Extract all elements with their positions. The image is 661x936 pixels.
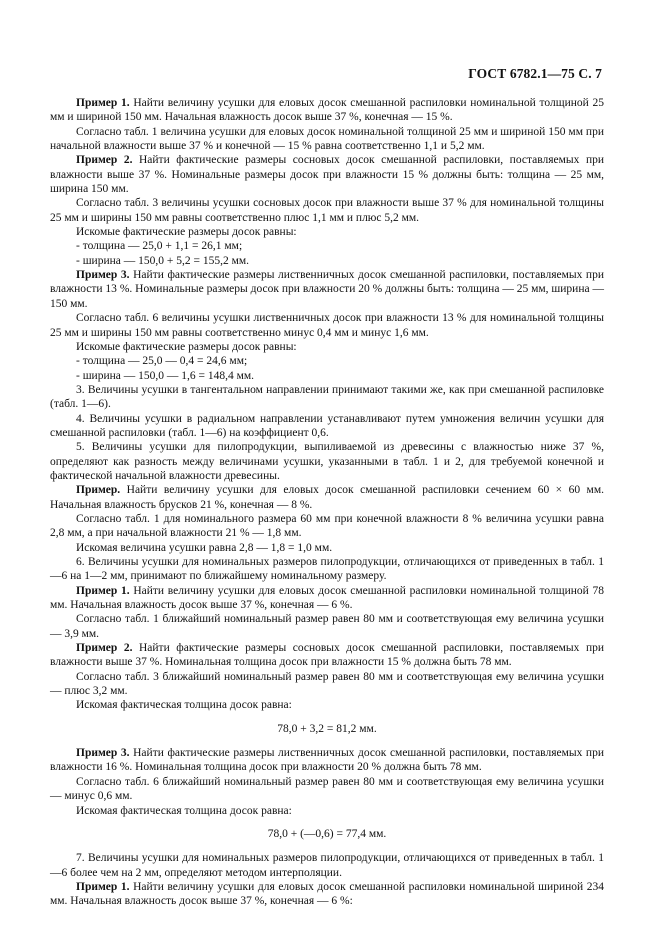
paragraph [50,541,604,555]
paragraph [50,340,604,354]
paragraph-text: - ширина — 150,0 — 1,6 = 148,4 мм. [76,369,255,382]
example-label: Пример 3. [76,269,130,282]
example-label: Пример 3. [76,747,130,760]
list-item [50,254,604,268]
list-item [50,239,604,253]
paragraph-text: Согласно табл. 6 величины усушки лиственничных досок при влажности 13 % для номинальной толщины 25 мм и ширины 150 мм равны соответственно минус 0,4 мм и минус 1,6 мм. [50,312,604,339]
paragraph [50,311,604,340]
paragraph-text: - ширина — 150,0 + 5,2 = 155,2 мм. [76,254,250,267]
paragraph-text: Согласно табл. 3 величины усушки сосновых досок при влажности выше 37 % для номинальной толщины 25 мм и ширины 150 мм равны соответственно плюс 1,1 мм и плюс 5,2 мм. [50,197,604,224]
paragraph-text: 78,0 + 3,2 = 81,2 мм. [277,722,377,735]
paragraph-text: Найти фактические размеры сосновых досок смешанной распиловки, поставляемых при влажности выше 37 %. Номинальная толщина досок при влажности 15 % должна быть 78 мм. [50,642,605,669]
paragraph-text: 5. Величины усушки для пилопродукции, выпиливаемой из древесины с влажностью ниже 37 %, определяют как разность между величинами усушки, указанными в табл. 1 и 2, для требуемой конечной и фактической начальной влажности древесины. [50,441,604,482]
example-label: Пример 1. [76,584,130,597]
formula [50,827,604,841]
paragraph [50,412,604,441]
paragraph [50,584,604,613]
paragraph [50,512,604,541]
list-item [50,369,604,383]
paragraph [50,555,604,584]
paragraph [50,125,604,154]
paragraph [50,153,604,196]
paragraph [50,483,604,512]
paragraph [50,746,604,775]
paragraph-text: Искомая фактическая толщина досок равна: [76,699,292,712]
paragraph [50,196,604,225]
paragraph [50,383,604,412]
paragraph-text: Найти величину усушки для еловых досок смешанной распиловки сечением 60 × 60 мм. Начальная влажность брусков 21 %, конечная — 8 %. [50,484,604,511]
paragraph-text: Согласно табл. 1 для номинального размера 60 мм при конечной влажности 8 % величина усушки равна 2,8 мм, а при начальной влажности 21 % — 1,8 мм. [50,512,604,540]
paragraph [50,880,604,909]
paragraph [50,670,604,699]
list-item [50,354,604,368]
paragraph-text: 4. Величины усушки в радиальном направлении устанавливают путем умножения величин усушки для смешанной распиловки (табл. 1—6) на коэффициент 0,6. [50,412,604,439]
paragraph [50,268,604,311]
paragraph-text: Искомые фактические размеры досок равны: [76,340,297,353]
paragraph [50,96,604,125]
paragraph-text: 78,0 + (—0,6) = 77,4 мм. [267,827,387,840]
paragraph-text: Найти фактические размеры лиственничных досок смешанной распиловки, поставляемых при влажности 13 %. Номинальные размеры досок при влажности 20 % должны быть: толщина — 25 мм, ширина — 150 мм. [50,269,604,310]
paragraph-text: Найти величину усушки для еловых досок смешанной распиловки номинальной шириной 234 мм. Начальная влажность досок выше 37 %, конечная — 6 %: [50,880,604,908]
paragraph-text: Искомые фактические размеры досок равны: [76,226,297,239]
paragraph-text: Найти фактические размеры лиственничных досок смешанной распиловки, поставляемых при влажности 16 %. Номинальная толщина досок при влажности 20 % должна быть 78 мм. [50,747,604,774]
paragraph [50,698,604,712]
paragraph-text: 3. Величины усушки в тангентальном направлении принимают такими же, как при смешанной распиловке (табл. 1—6). [50,383,604,411]
paragraph [50,612,604,641]
example-label: Пример 1. [76,97,130,109]
example-label: Пример. [76,484,121,497]
paragraph [50,641,604,670]
paragraph [50,440,604,483]
paragraph-text: Согласно табл. 3 ближайший номинальный размер равен 80 мм и соответствующая ему величина усушки — плюс 3,2 мм. [50,670,604,698]
paragraph-text: - толщина — 25,0 + 1,1 = 26,1 мм; [76,240,243,253]
paragraph-text: Согласно табл. 6 ближайший номинальный размер равен 80 мм и соответствующая ему величина усушки — минус 0,6 мм. [50,775,604,803]
paragraph-text: Искомая величина усушки равна 2,8 — 1,8 = 1,0 мм. [76,541,333,554]
page-header: ГОСТ 6782.1—75 С. 7 [468,66,602,81]
example-label: Пример 1. [76,880,130,893]
paragraph-text: - толщина — 25,0 — 0,4 = 24,6 мм; [76,355,248,368]
paragraph-text: Найти величину усушки для еловых досок смешанной распиловки номинальной толщиной 78 мм. Начальная влажность досок выше 37 %, конечная — 6 %. [50,584,604,612]
paragraph [50,851,604,880]
paragraph-text: Искомая фактическая толщина досок равна: [76,804,292,817]
example-label: Пример 2. [76,642,133,655]
paragraph-text: 7. Величины усушки для номинальных размеров пилопродукции, отличающихся от приведенных в табл. 1—6 более чем на 2 мм, определяют методом интерполяции. [50,852,604,879]
document-body [50,96,604,909]
example-label: Пример 2. [76,154,133,167]
paragraph-text: Согласно табл. 1 ближайший номинальный размер равен 80 мм и соответствующая ему величина усушки — 3,9 мм. [50,613,604,640]
paragraph-text: Найти величину усушки для еловых досок смешанной распиловки номинальной толщиной 25 мм и шириной 150 мм. Начальная влажность досок выше 37 %, конечная — 15 %. [50,97,604,124]
paragraph-text: Найти фактические размеры сосновых досок смешанной распиловки, поставляемых при влажности выше 37 %. Номинальные размеры досок при влажности 15 % должны быть: толщина — 25 мм, ширина 150 мм. [50,154,605,196]
paragraph [50,775,604,804]
paragraph [50,225,604,239]
formula [50,722,604,736]
paragraph-text: Согласно табл. 1 величина усушки для еловых досок номинальной толщиной 25 мм и шириной 150 мм при начальной влажности выше 37 % и конечной — 15 % равна соответственно 1,1 и 5,2 мм. [50,125,604,153]
paragraph [50,804,604,818]
paragraph-text: 6. Величины усушки для номинальных размеров пилопродукции, отличающихся от приведенных в табл. 1—6 на 1—2 мм, принимают по ближайшему номинальному размеру. [50,556,604,583]
